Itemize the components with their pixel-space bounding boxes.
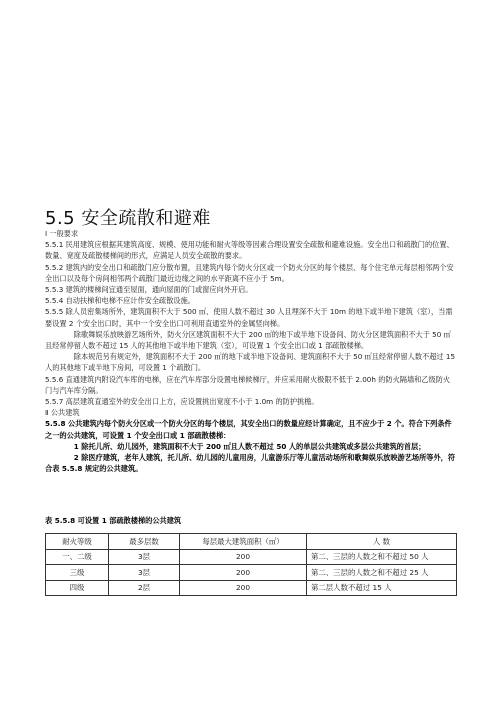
- cell-fire-rating: 三级: [46, 565, 109, 581]
- cell-max-floors: 3层: [109, 549, 180, 565]
- clause-5-5-7: 5.5.7 高层建筑直通室外的安全出口上方，应设置挑出宽度不小于 1.0m 的防护挑檐。: [45, 397, 319, 407]
- cell-occupants: 第二层人数不超过 15 人: [307, 580, 457, 596]
- document-body: [45, 228, 457, 474]
- clause-5-5-6: 5.5.6 直通建筑内附设汽车库的电梯，应在汽车库部分设置电梯候梯厅，并应采用耐火极限不低于 2.00h 的防火隔墙和乙级防火门与汽车库分隔。: [45, 374, 451, 395]
- clause-5-5-8-item-1: 1 除托儿所、幼儿园外，建筑面积不大于 200 ㎡且人数不超过 50 人的单层公共建筑或多层公共建筑的首层；: [73, 441, 426, 451]
- section-title: 5.5 安全疏散和避难: [45, 208, 211, 229]
- header-fire-rating: 耐火等级: [46, 534, 109, 550]
- cell-max-area: 200: [180, 565, 307, 581]
- cell-occupants: 第二、三层的人数之和不超过 50 人: [307, 549, 457, 565]
- table-row: [46, 565, 457, 581]
- header-max-floors: 最多层数: [109, 534, 180, 550]
- cell-fire-rating: 四级: [46, 580, 109, 596]
- clause-5-5-3: 5.5.3 建筑的楼梯间宜通至屋面，通向屋面的门或窗应向外开启。: [45, 285, 253, 295]
- cell-max-area: 200: [180, 580, 307, 596]
- table-row: [46, 549, 457, 565]
- cell-max-floors: 2层: [109, 580, 180, 596]
- stair-requirement-table: [45, 533, 457, 596]
- cell-occupants: 第二、三层的人数之和不超过 25 人: [307, 565, 457, 581]
- cell-fire-rating: 一、二级: [46, 549, 109, 565]
- clause-5-5-2: 5.5.2 建筑内的安全出口和疏散门应分散布置，且建筑内每个防火分区或一个防火分区的每个楼层、每个住宅单元每层相邻两个安全出口以及每个房间相邻两个疏散门最近边缘之间的水平距离不应小于 5m。: [45, 262, 454, 283]
- clause-5-5-5: 5.5.5 除人员密集场所外，建筑面积不大于 500 ㎡、使用人数不超过 30 人且埋深不大于 10m 的地下或半地下建筑（室），当需要设置 2 个安全出口时，其中一个安全出口可利用直通室外的金属竖向梯。: [45, 307, 453, 328]
- clause-5-5-4: 5.5.4 自动扶梯和电梯不应计作安全疏散设施。: [45, 296, 195, 306]
- table-header-row: [46, 534, 457, 550]
- clause-5-5-1: 5.5.1 民用建筑应根据其建筑高度、规模、使用功能和耐火等级等因素合理设置安全疏散和避难设施。安全出口和疏散门的位置、数量、宽度及疏散楼梯间的形式，应满足人员安全疏散的要求。: [45, 240, 454, 261]
- clause-5-5-5-para-3: 除本规范另有规定外，建筑面积不大于 200 ㎡的地下或半地下设备间、建筑面积不大于 50 ㎡且经常停留人数不超过 15 人的其他地下或半地下房间，可设置 1 个疏散门。: [45, 352, 456, 373]
- cell-max-area: 200: [180, 549, 307, 565]
- table-caption: 表 5.5.8 可设置 1 部疏散楼梯的公共建筑: [45, 516, 182, 525]
- subsection-heading-general: Ⅰ 一般要求: [45, 229, 79, 238]
- header-occupants: 人 数: [307, 534, 457, 550]
- cell-max-floors: 3层: [109, 565, 180, 581]
- subsection-heading-public: Ⅱ 公共建筑: [45, 408, 80, 418]
- header-max-area: 每层最大建筑面积（㎡）: [180, 534, 307, 550]
- clause-5-5-5-para-2: 除歌舞娱乐放映游艺场所外，防火分区建筑面积不大于 200 ㎡的地下或半地下设备间、防火分区建筑面积不大于 50 ㎡且经常停留人数不超过 15 人的其他地下或半地下建筑（室），可设置 1 个安全出口或 1 部疏散楼梯。: [45, 329, 451, 351]
- clause-5-5-8: 5.5.8 公共建筑内每个防火分区或一个防火分区的每个楼层，其安全出口的数量应经计算确定，且不应少于 2 个。符合下列条件之一的公共建筑，可设置 1 个安全出口或 1 部疏散楼梯：: [45, 419, 452, 440]
- clause-5-5-8-item-2: 2 除医疗建筑，老年人建筑，托儿所、幼儿园的儿童用房，儿童游乐厅等儿童活动场所和歌舞娱乐放映游艺场所等外，符合表 5.5.8 规定的公共建筑。: [45, 453, 456, 474]
- table-row: [46, 580, 457, 596]
